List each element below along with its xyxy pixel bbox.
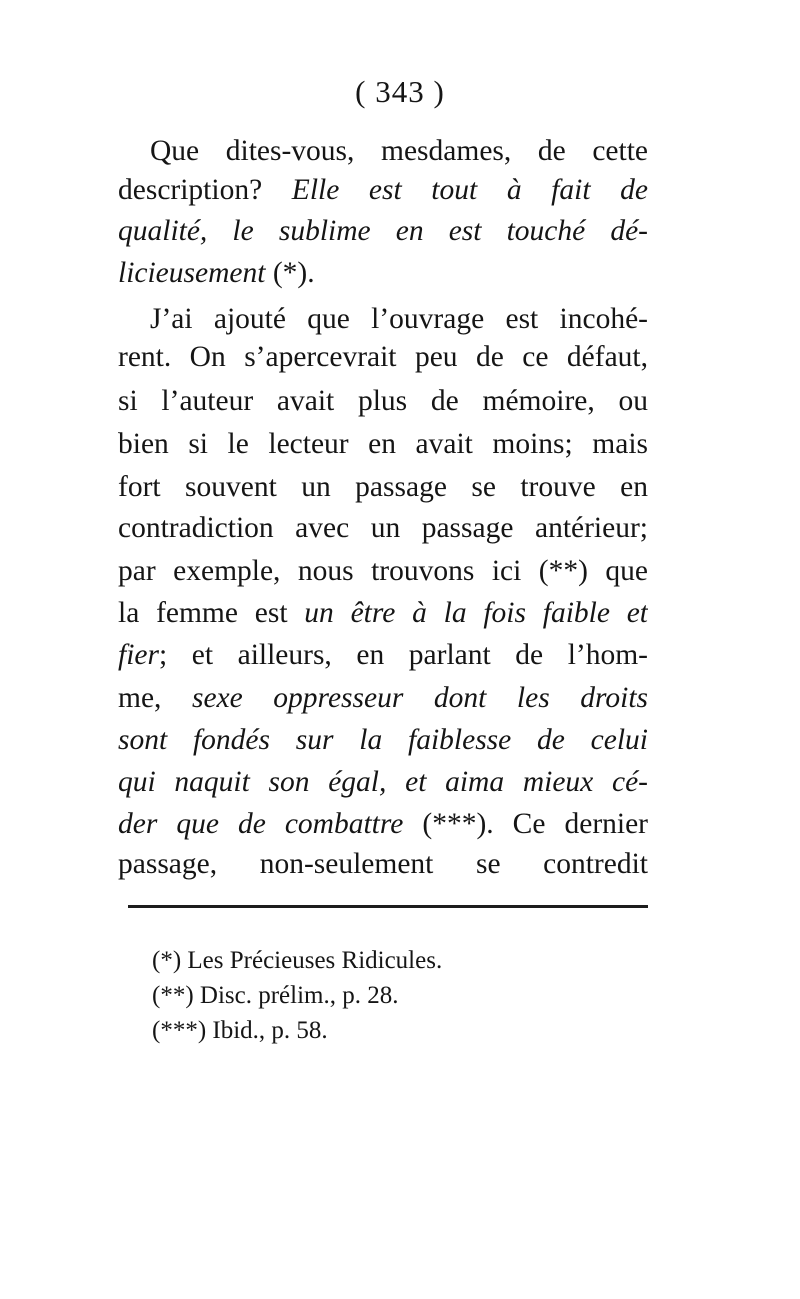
body-line: description? Elle est tout à fait de [118,174,648,206]
body-line: fort souvent un passage se trouve en [118,471,648,503]
body-line: bien si le lecteur en avait moins; mais [118,428,648,460]
footnote: (**) Disc. prélim., p. 28. [152,982,399,1009]
body-line: par exemple, nous trouvons ici (**) que [118,555,648,587]
page-number: ( 343 ) [355,74,445,109]
footnote-divider [128,905,648,908]
body-line: fier; et ailleurs, en parlant de l’hom- [118,639,648,671]
body-line: me, sexe oppresseur dont les droits [118,682,648,714]
body-line: Que dites-vous, mesdames, de cette [150,135,648,167]
body-line: licieusement (*). [118,257,315,289]
body-line: qui naquit son égal, et aima mieux cé- [118,766,648,798]
body-line: la femme est un être à la fois faible et [118,597,648,629]
body-line: sont fondés sur la faiblesse de celui [118,724,648,756]
body-line: rent. On s’apercevrait peu de ce défaut, [118,341,648,373]
body-line: qualité, le sublime en est touché dé- [118,215,648,247]
body-line: J’ai ajouté que l’ouvrage est incohé- [150,303,648,335]
body-line: contradiction avec un passage antérieur; [118,512,648,544]
body-line: si l’auteur avait plus de mémoire, ou [118,385,648,417]
body-line: passage, non-seulement se contredit [118,848,648,880]
body-line: der que de combattre (***). Ce dernier [118,808,648,840]
footnote: (*) Les Précieuses Ridicules. [152,947,443,974]
footnote: (***) Ibid., p. 58. [152,1017,328,1044]
